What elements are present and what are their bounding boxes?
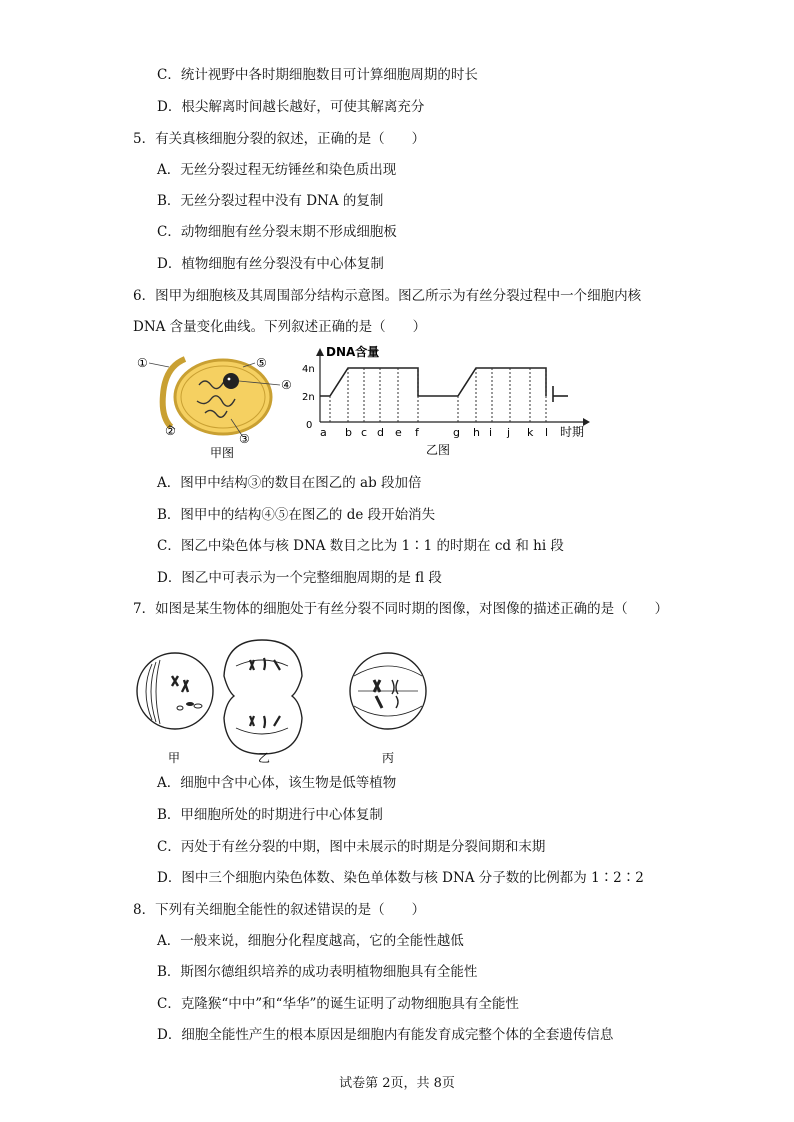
nucleus-envelope — [175, 360, 271, 434]
cell-jia — [137, 653, 213, 729]
x-tick-b: b — [345, 426, 352, 439]
option-8a: A．一般来说，细胞分化程度越高，它的全能性越低 — [157, 933, 464, 949]
label-3: ③ — [239, 432, 250, 446]
x-tick-a: a — [320, 426, 327, 439]
x-tick-g: g — [453, 426, 460, 439]
option-5d: D．植物细胞有丝分裂没有中心体复制 — [157, 256, 384, 272]
figure-jia-caption: 甲图 — [210, 446, 235, 460]
option-6c: C．图乙中染色体与核 DNA 数目之比为 1∶1 的时期在 cd 和 hi 段 — [157, 538, 564, 554]
figure-yi-dna-chart — [298, 342, 598, 462]
cell-yi — [224, 640, 302, 754]
option-6a: A．图甲中结构③的数目在图乙的 ab 段加倍 — [157, 475, 422, 491]
option-6b: B．图甲中的结构④⑤在图乙的 de 段开始消失 — [157, 507, 436, 523]
y-tick-0: 0 — [306, 420, 313, 431]
x-tick-j: j — [507, 426, 511, 439]
x-tick-e: e — [395, 426, 402, 439]
option-7a: A．细胞中含中心体，该生物是低等植物 — [157, 775, 397, 791]
label-1: ① — [137, 356, 148, 370]
cell-caption-bing: 丙 — [382, 751, 395, 765]
option-5c: C．动物细胞有丝分裂末期不形成细胞板 — [157, 224, 397, 240]
y-axis-title: DNA含量 — [326, 345, 380, 359]
option-6d: D．图乙中可表示为一个完整细胞周期的是 fl 段 — [157, 570, 442, 586]
y-tick-2n: 2n — [302, 392, 315, 403]
question-6-line2: DNA 含量变化曲线。下列叙述正确的是（ ） — [133, 319, 427, 335]
x-tick-c: c — [361, 426, 368, 439]
option-8d: D．细胞全能性产生的根本原因是细胞内有能发育成完整个体的全套遗传信息 — [157, 1027, 614, 1043]
option-8b: B．斯图尔德组织培养的成功表明植物细胞具有全能性 — [157, 964, 478, 980]
page-footer: 试卷第 2页，共 8页 — [339, 1076, 455, 1091]
option-5b: B．无丝分裂过程中没有 DNA 的复制 — [157, 193, 384, 209]
x-tick-i: i — [489, 426, 493, 439]
option-7c: C．丙处于有丝分裂的中期，图中未展示的时期是分裂间期和末期 — [157, 839, 546, 855]
label-5: ⑤ — [256, 356, 267, 370]
x-axis-title: 时期 — [560, 425, 585, 439]
cell-caption-yi: 乙 — [258, 751, 271, 765]
option-4c: C．统计视野中各时期细胞数目可计算细胞周期的时长 — [157, 67, 478, 83]
x-tick-h: h — [473, 426, 480, 439]
figure-jia-nucleus — [135, 345, 305, 460]
option-7d: D．图中三个细胞内染色体数、染色单体数与核 DNA 分子数的比例都为 1∶2∶2 — [157, 870, 644, 886]
dna-content-line — [320, 368, 546, 396]
figure-yi-caption: 乙图 — [426, 443, 451, 457]
option-7b: B．甲细胞所处的时期进行中心体复制 — [157, 807, 383, 823]
x-tick-l: l — [545, 426, 549, 439]
x-tick-k: k — [527, 426, 534, 439]
x-tick-f: f — [415, 426, 419, 439]
label-4: ④ — [281, 378, 292, 392]
question-5: 5．有关真核细胞分裂的叙述，正确的是（ ） — [133, 131, 426, 147]
y-tick-4n: 4n — [302, 364, 315, 375]
option-5a: A．无丝分裂过程无纺锤丝和染色质出现 — [157, 162, 397, 178]
cell-caption-jia: 甲 — [168, 751, 181, 765]
option-8c: C．克隆猴“中中”和“华华”的诞生证明了动物细胞具有全能性 — [157, 996, 519, 1012]
question-8: 8．下列有关细胞全能性的叙述错误的是（ ） — [133, 902, 426, 918]
question-7: 7．如图是某生物体的细胞处于有丝分裂不同时期的图像，对图像的描述正确的是（ ） — [133, 601, 669, 617]
x-tick-d: d — [377, 426, 384, 439]
cell-bing — [350, 653, 426, 729]
label-2: ② — [165, 424, 176, 438]
option-4d: D．根尖解离时间越长越好，可使其解离充分 — [157, 99, 425, 115]
question-6-line1: 6．图甲为细胞核及其周围部分结构示意图。图乙所示为有丝分裂过程中一个细胞内核 — [133, 288, 642, 304]
nucleolus — [223, 373, 239, 389]
figure-mitosis-cells — [130, 636, 430, 766]
